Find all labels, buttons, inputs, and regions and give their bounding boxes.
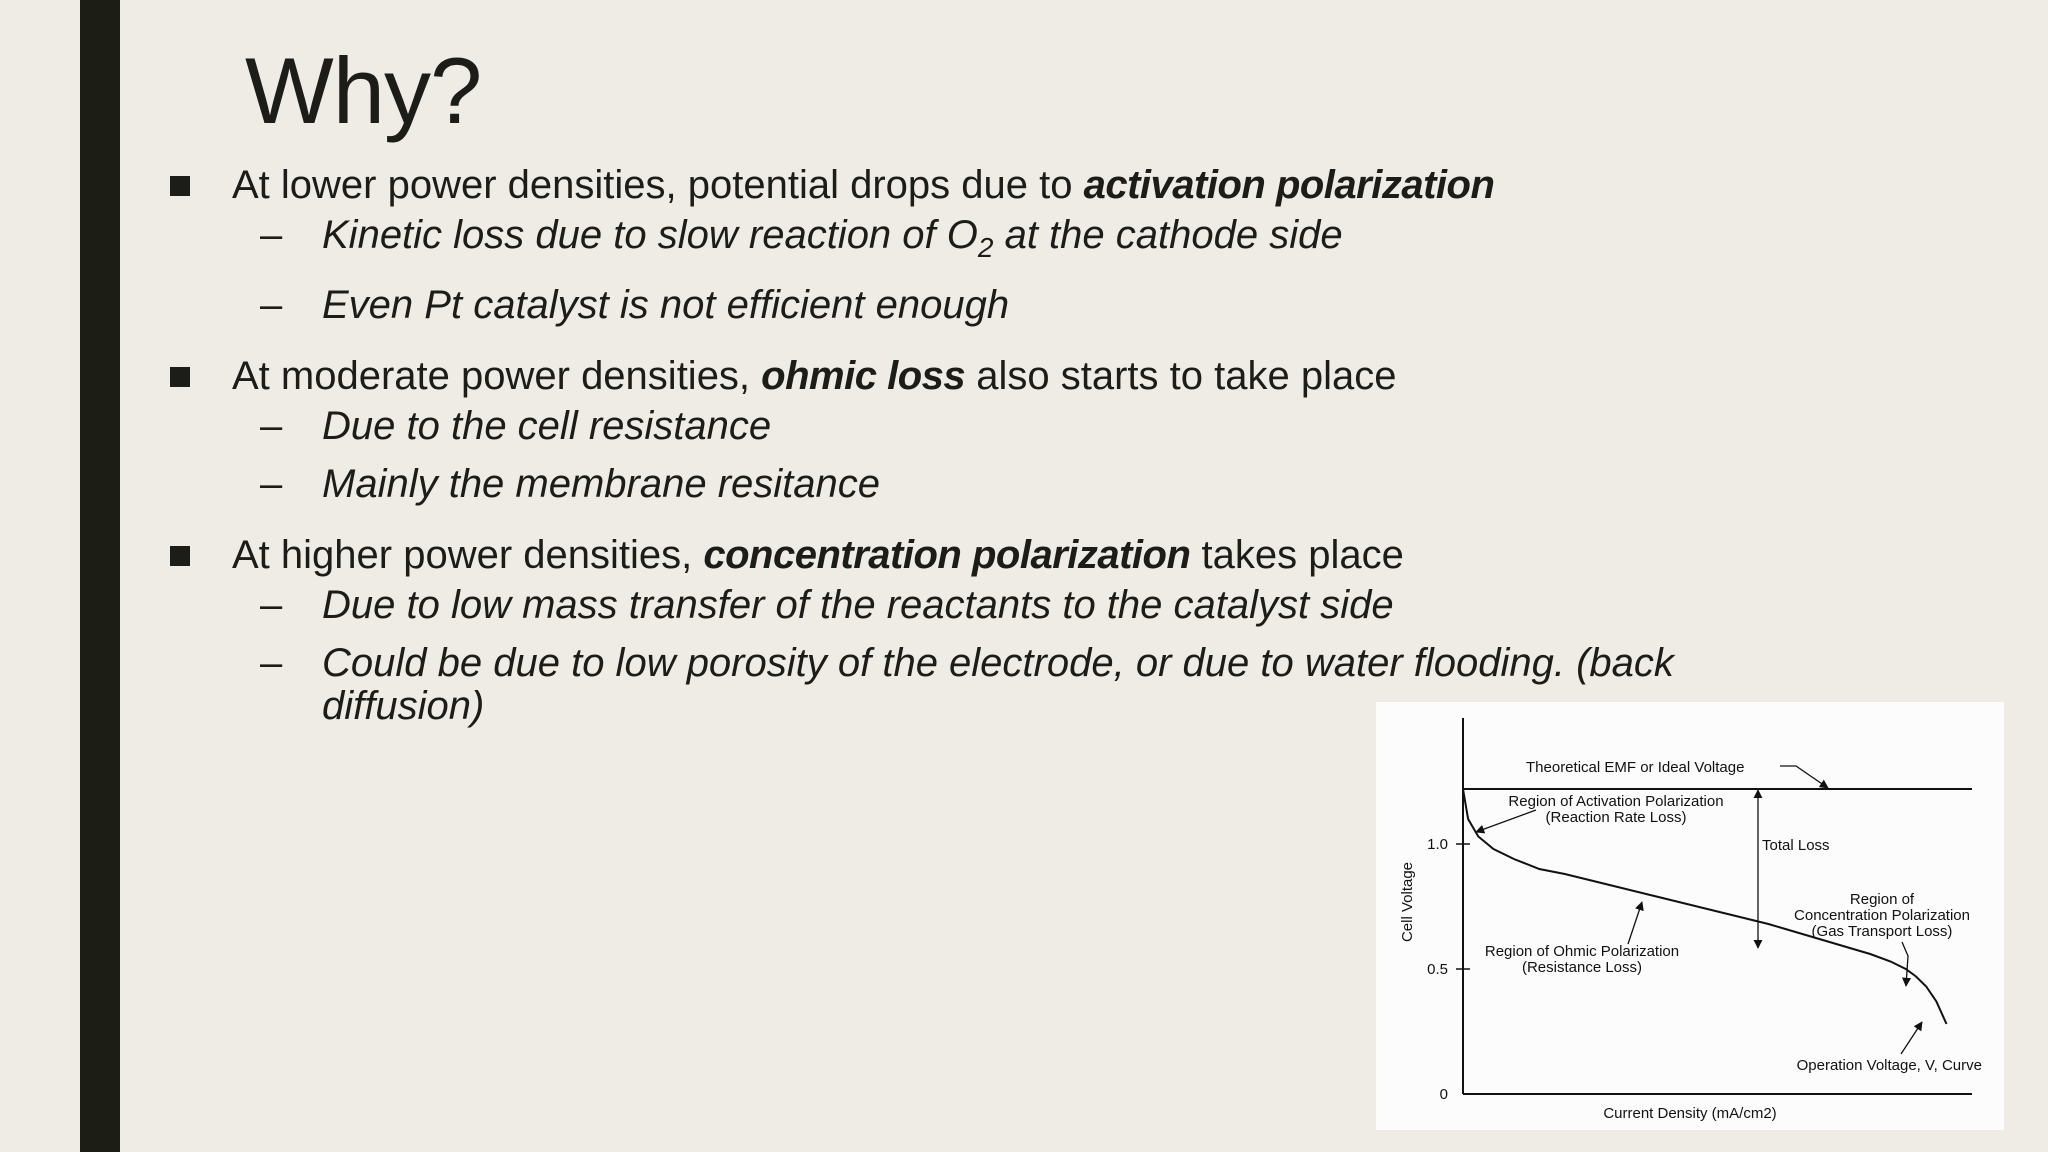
bullet-item xyxy=(168,528,1728,728)
annotation-ohmic-sub: (Resistance Loss) xyxy=(1521,959,1643,976)
annotation-ohmic: Region of Ohmic Polarization xyxy=(1484,943,1680,960)
sub-bullet-item xyxy=(168,463,1728,506)
x-axis-label: Current Density (mA/cm2) xyxy=(1603,1105,1777,1122)
sub-bullet-text: Kinetic loss due to slow reaction of O xyxy=(322,213,978,257)
sub-bullet-text-tail: at the cathode side xyxy=(993,213,1343,257)
annotation-concentration-3: (Gas Transport Loss) xyxy=(1811,923,1953,940)
dash-bullet-icon: – xyxy=(260,404,283,448)
y-tick-label: 0 xyxy=(1439,1086,1448,1103)
activation-arrow xyxy=(1476,810,1536,832)
sub-bullet-text: Due to low mass transfer of the reactants to the catalyst side xyxy=(322,583,1394,627)
bullet-text-tail: takes place xyxy=(1190,533,1404,577)
sub-bullet-item xyxy=(168,584,1728,627)
bullet-text-tail: also starts to take place xyxy=(965,354,1397,398)
annotation-emf: Theoretical EMF or Ideal Voltage xyxy=(1526,759,1745,776)
polarization-curve-chart xyxy=(1376,702,2004,1130)
bullet-text: At higher power densities, xyxy=(232,533,704,577)
bullet-emphasis: activation polarization xyxy=(1083,163,1495,207)
slide-title: Why? xyxy=(245,38,482,143)
square-bullet-icon xyxy=(170,176,190,196)
dash-bullet-icon: – xyxy=(260,462,283,506)
subscript: 2 xyxy=(977,232,994,263)
y-axis-label: Cell Voltage xyxy=(1399,861,1416,943)
dash-bullet-icon: – xyxy=(260,213,283,257)
bullet-emphasis: ohmic loss xyxy=(761,354,966,398)
square-bullet-icon xyxy=(170,546,190,566)
sub-bullet-item xyxy=(168,214,1728,269)
concentration-arrow xyxy=(1902,942,1908,986)
bullet-item xyxy=(168,158,1728,327)
dash-bullet-icon: – xyxy=(260,583,283,627)
bullet-item xyxy=(168,349,1728,506)
sub-bullet-text: Could be due to low porosity of the electrode, or due to water flooding. (back diffusion) xyxy=(322,641,1674,728)
sub-bullet-item xyxy=(168,405,1728,448)
sub-bullet-list xyxy=(232,214,1728,327)
sub-bullet-text: Due to the cell resistance xyxy=(322,404,772,448)
y-tick-label: 0.5 xyxy=(1427,961,1448,978)
annotation-total-loss: Total Loss xyxy=(1762,837,1830,854)
left-accent-bar xyxy=(80,0,120,1152)
dash-bullet-icon: – xyxy=(260,283,283,327)
y-tick-label: 1.0 xyxy=(1427,836,1448,853)
square-bullet-icon xyxy=(170,367,190,387)
annotation-activation-sub: (Reaction Rate Loss) xyxy=(1545,809,1687,826)
dash-bullet-icon: – xyxy=(260,641,283,685)
annotation-activation: Region of Activation Polarization xyxy=(1508,793,1724,810)
bullet-text: At lower power densities, potential drops due to xyxy=(232,163,1084,207)
sub-bullet-list xyxy=(232,405,1728,506)
sub-bullet-text: Mainly the membrane resitance xyxy=(322,462,881,506)
sub-bullet-item xyxy=(168,284,1728,327)
bullet-text: At moderate power densities, xyxy=(232,354,762,398)
chart-svg xyxy=(1376,702,2004,1130)
operation-arrow xyxy=(1901,1022,1922,1054)
annotation-operation: Operation Voltage, V, Curve xyxy=(1796,1057,1982,1074)
bullet-emphasis: concentration polarization xyxy=(703,533,1191,577)
annotation-concentration-2: Concentration Polarization xyxy=(1794,907,1970,924)
annotation-concentration: Region of xyxy=(1849,891,1915,908)
sub-bullet-text: Even Pt catalyst is not efficient enough xyxy=(322,283,1010,327)
emf-arrow xyxy=(1780,766,1828,788)
bullet-list xyxy=(168,158,1728,744)
ohmic-arrow xyxy=(1628,902,1642,944)
